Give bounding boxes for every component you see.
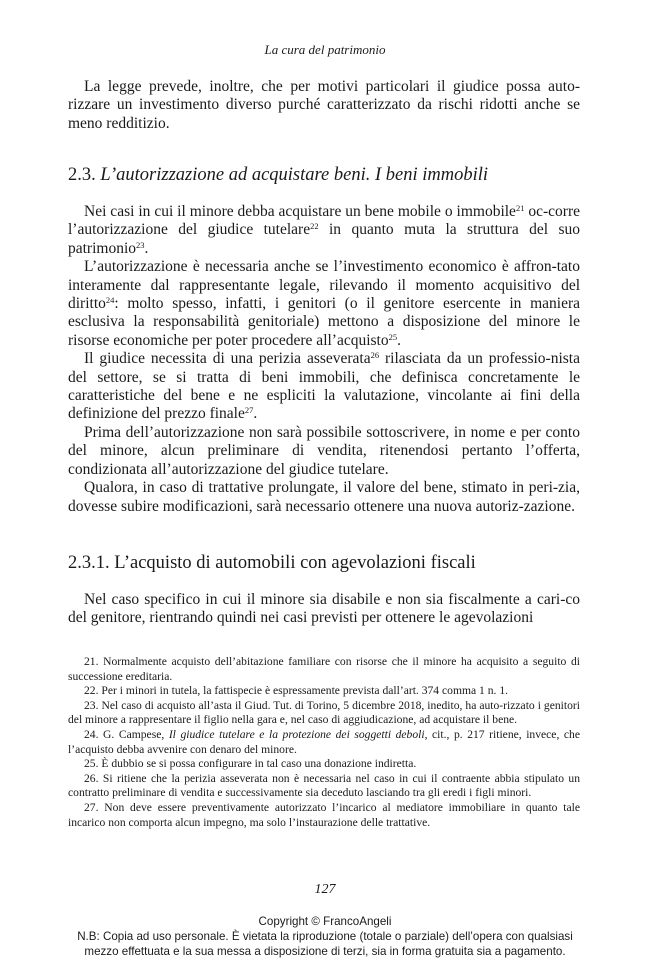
footnote: 27. Non deve essere preventivamente autorizzato l’incarico al mediatore immobiliare in quanto tale incarico non comporta alcun impegno, ma solo l’instaurazione delle trattative. — [68, 800, 580, 829]
footnote-ref[interactable]: 26 — [370, 350, 380, 361]
page-number: 127 — [314, 882, 336, 897]
paragraph: La legge prevede, inoltre, che per motivi particolari il giudice possa auto-rizzare un investimento diverso purché caratterizzato da rischi ridotti anche se meno redditizio. — [68, 78, 580, 132]
footnote: 22. Per i minori in tutela, la fattispecie è espressamente prevista dall’art. 374 comma 1 n. 1. — [84, 684, 509, 698]
footnote-ref[interactable]: 25 — [388, 331, 398, 342]
running-header: La cura del patrimonio — [264, 42, 386, 57]
footnote: 21. Normalmente acquisto dell’abitazione familiare con risorse che il minore ha acquisito a seguito di successione ereditaria. — [68, 655, 580, 683]
copyright-line: mezzo effettuata e la sua messa a disposizione di terzi, sia in forma gratuita sia a pagamento. — [84, 945, 566, 958]
footnote-ref[interactable]: 21 — [515, 203, 525, 213]
paragraph: Qualora, in caso di trattative prolungate, il valore del bene, stimato in peri-zia, dovesse subire modificazioni, sarà necessario ottenere una nuova autoriz-zazione. — [68, 479, 580, 515]
paragraph: Prima dell’autorizzazione non sarà possibile sottoscrivere, in nome e per conto del minore, alcun preliminare di vendita, ritenendosi pertanto l’offerta, condizionata all’autorizzazione del giudice tutelare. — [68, 423, 580, 478]
copyright-line: N.B: Copia ad uso personale. È vietata la riproduzione (totale o parziale) dell’opera con qualsiasi — [77, 930, 573, 943]
footnotes — [68, 655, 580, 830]
paragraph: Nei casi in cui il minore debba acquistare un bene mobile o immobile$^{21}$ oc-corre l’autorizzazione del giudice tutelare$^{22}$ in quanto muta la struttura del suo patrimonio$^{23}$. — [68, 203, 581, 257]
footnote: 23. Nel caso di acquisto all’asta il Giud. Tut. di Torino, 5 dicembre 2018, inedito, ha auto-rizzato i genitori del minore a rappresentare il figlio nella gara e, nel caso di aggiudicazione, ad acquistare il bene. — [68, 698, 580, 727]
section-2-3-body — [68, 203, 580, 516]
copyright-notice — [0, 914, 650, 959]
section-title: L’autorizzazione ad acquistare beni. I beni immobili — [100, 165, 488, 185]
footnote-ref[interactable]: 24 — [105, 295, 115, 306]
footnote-ref[interactable]: 27 — [244, 405, 254, 416]
paragraph: Il giudice necessita di una perizia asseverata$^{26}$ rilasciata da un professio-nista del settore, se si tratta di beni immobili, che definisca concretamente le caratteristiche del bene e ne espliciti la valutazione, vincolante ai fini della definizione del prezzo finale$^{27}$. — [68, 350, 580, 423]
paragraph: L’autorizzazione è necessaria anche se l’investimento economico è affron-tato interamente dal rappresentante legale, rilevando il momento acquisitivo del diritto$^{24}$: molto spesso, infatti, i genitori (o il genitore esercente in maniera esclusiva la responsabilità genitoriale) mettono a disposizione del minore le risorse economiche per poter procedere all’acquisto$^{25}$. — [68, 258, 580, 349]
footnote-ref[interactable]: 22 — [310, 221, 319, 232]
book-title: Il giudice tutelare e la protezione dei soggetti deboli — [168, 727, 425, 741]
section-heading-2-3 — [68, 164, 580, 186]
intro-text — [68, 78, 580, 133]
section-heading-2-3-1 — [68, 552, 580, 574]
paragraph: Nel caso specifico in cui il minore sia disabile e non sia fiscalmente a cari-co del genitore, rientrando quindi nei casi previsti per ottenere le agevolazioni — [68, 591, 580, 627]
section-title: 2.3.1. L’acquisto di automobili con agevolazioni fiscali — [68, 553, 476, 573]
section-number: 2.3. — [68, 165, 96, 185]
footnote: 24. G. Campese, Il giudice tutelare e la protezione dei soggetti deboli, cit., p. 217 ritiene, invece, che l’acquisto debba avvenire con denaro del minore. — [68, 727, 580, 756]
footnote: 26. Si ritiene che la perizia asseverata non è necessaria nel caso in cui il contraente abbia stipulato un contratto preliminare di vendita e successivamente sia deceduto lasciando tra gli eredi i figli minori. — [68, 771, 580, 800]
footnote: 25. È dubbio se si possa configurare in tal caso una donazione indiretta. — [84, 757, 417, 771]
footnote-ref[interactable]: 23 — [136, 239, 145, 250]
copyright-line: Copyright © FrancoAngeli — [258, 915, 392, 928]
section-2-3-1-body — [68, 591, 580, 628]
